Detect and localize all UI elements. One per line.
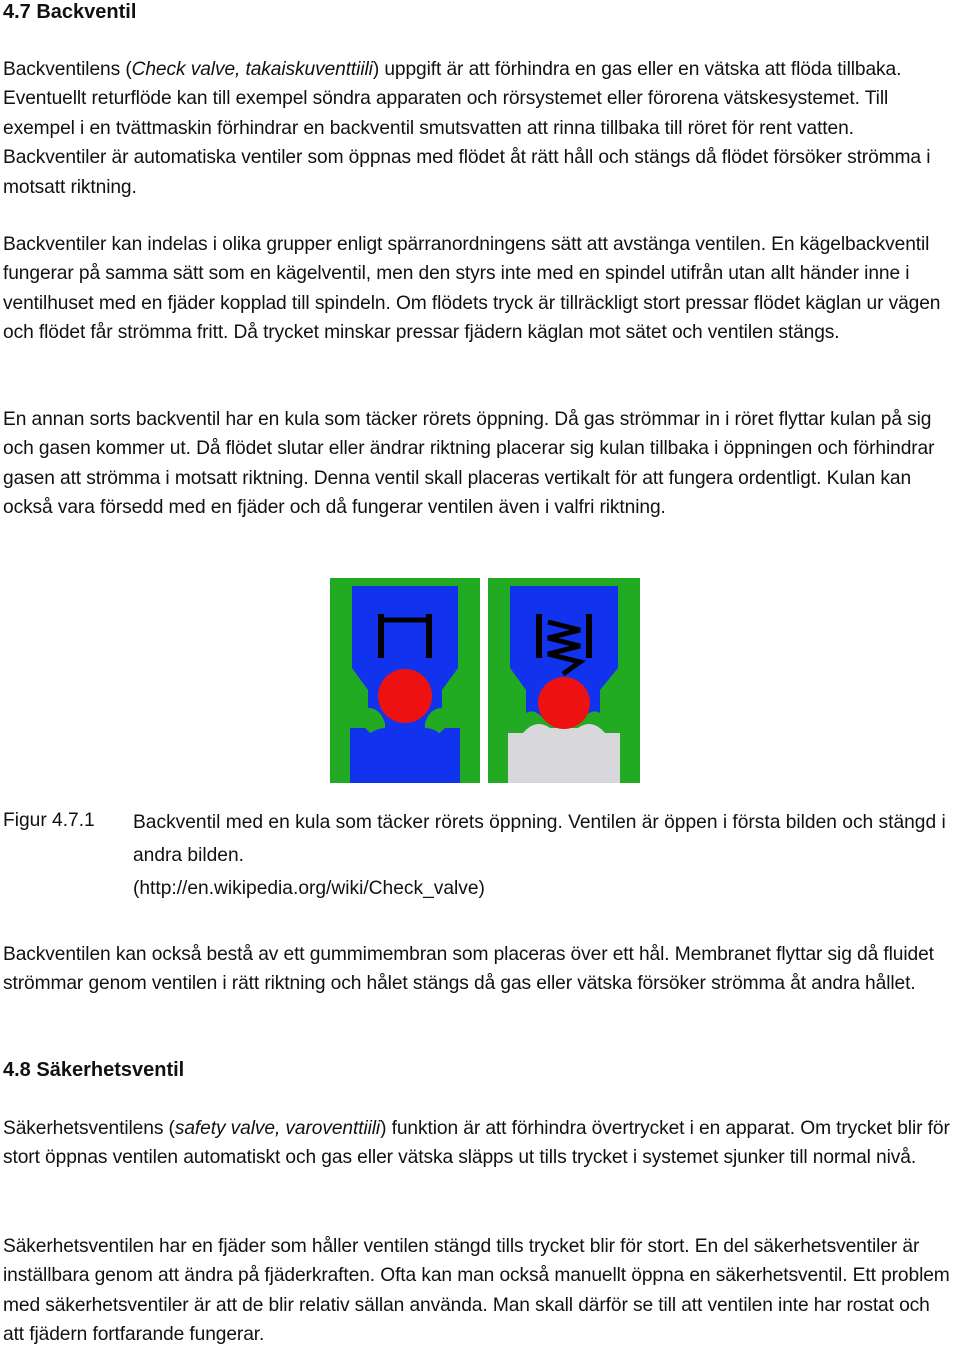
figure-source-link: (http://en.wikipedia.org/wiki/Check_valve)	[133, 878, 485, 899]
italic-term: safety valve, varoventtiili	[174, 1118, 381, 1139]
paragraph-check-valve-intro: Backventilens (Check valve, takaiskuventtiili) uppgift är att förhindra en gas eller en vätska att flöda tillbaka. Eventuellt returflöde kan till exempel söndra apparaten och rörsystemet eller förorena vätskesystemet. Till exempel i en tvättmaskin förhindrar en backventil smutsvatten att rinna tillbaka till röret för rent vatten. Backventiler är automatiska ventiler som öppnas med flödet åt rätt håll och stängs då flödet försöker strömma i motsatt riktning.	[3, 59, 931, 198]
closed-channel	[508, 724, 620, 783]
paragraph-membrane: Backventilen kan också bestå av ett gummimembran som placeras över ett hål. Membranet flyttar sig då fluidet strömmar genom ventilen i rätt riktning och hålet stängs då gas eller vätska försöker strömma åt andra hållet.	[3, 944, 934, 995]
valve-closed-diagram	[488, 578, 640, 783]
heading-4-8: 4.8 Säkerhetsventil	[3, 1059, 185, 1081]
italic-term: Check valve, takaiskuventtiili	[131, 59, 373, 80]
ball	[538, 677, 590, 729]
heading-4-7: 4.7 Backventil	[3, 1, 137, 23]
figure-caption: Backventil med en kula som täcker rörets öppning. Ventilen är öppen i första bilden och stängd i andra bilden. (http://en.wikipedia.org/wiki/Check_valve)	[133, 806, 953, 905]
paragraph-ball-check-valve: En annan sorts backventil har en kula som täcker rörets öppning. Då gas strömmar in i röret flyttar kulan på sig och gasen kommer ut. Då flödet slutar eller ändrar riktning placerar sig kulan tillbaka i öppningen och förhindrar gasen att strömma i motsatt riktning. Denna ventil skall placeras vertikalt för att fungera ordentligt. Kulan kan också vara försedd med en fjäder och då fungerar ventilen även i valfri riktning.	[3, 409, 935, 519]
paragraph-safety-valve-intro: Säkerhetsventilens (safety valve, varoventtiili) funktion är att förhindra övertrycket i en apparat. Om trycket blir för stort öppnas ventilen automatiskt och gas eller vätska släpps ut tills trycket i systemet sjunker till normal nivå.	[3, 1118, 950, 1169]
ball	[378, 669, 432, 723]
valve-open-diagram	[330, 578, 480, 783]
check-valve-illustration	[330, 578, 640, 783]
figure-label: Figur 4.7.1	[3, 810, 95, 831]
paragraph-check-valve-groups: Backventiler kan indelas i olika grupper enligt spärranordningens sätt att avstänga ventilen. En kägelbackventil fungerar på samma sätt som en kägelventil, men den styrs inte med en spindel utifrån utan allt händer inne i ventilhuset med en fjäder kopplad till spindeln. Om flödets tryck är tillräckligt stort pressar flödet käglan ur vägen och flödet får strömma fritt. Då trycket minskar pressar fjädern käglan mot sätet och ventilen stängs.	[3, 234, 941, 344]
check-valve-figure	[330, 578, 640, 783]
paragraph-safety-valve-spring: Säkerhetsventilen har en fjäder som håller ventilen stängd tills trycket blir för stort. En del säkerhetsventiler är inställbara genom att ändra på fjäderkraften. Ofta kan man också manuellt öppna en säkerhetsventil. Ett problem med säkerhetsventiler är att de blir relativ sällan använda. Man skall därför se till att ventilen inte har rostat och att fjädern fortfarande fungerar.	[3, 1236, 950, 1346]
